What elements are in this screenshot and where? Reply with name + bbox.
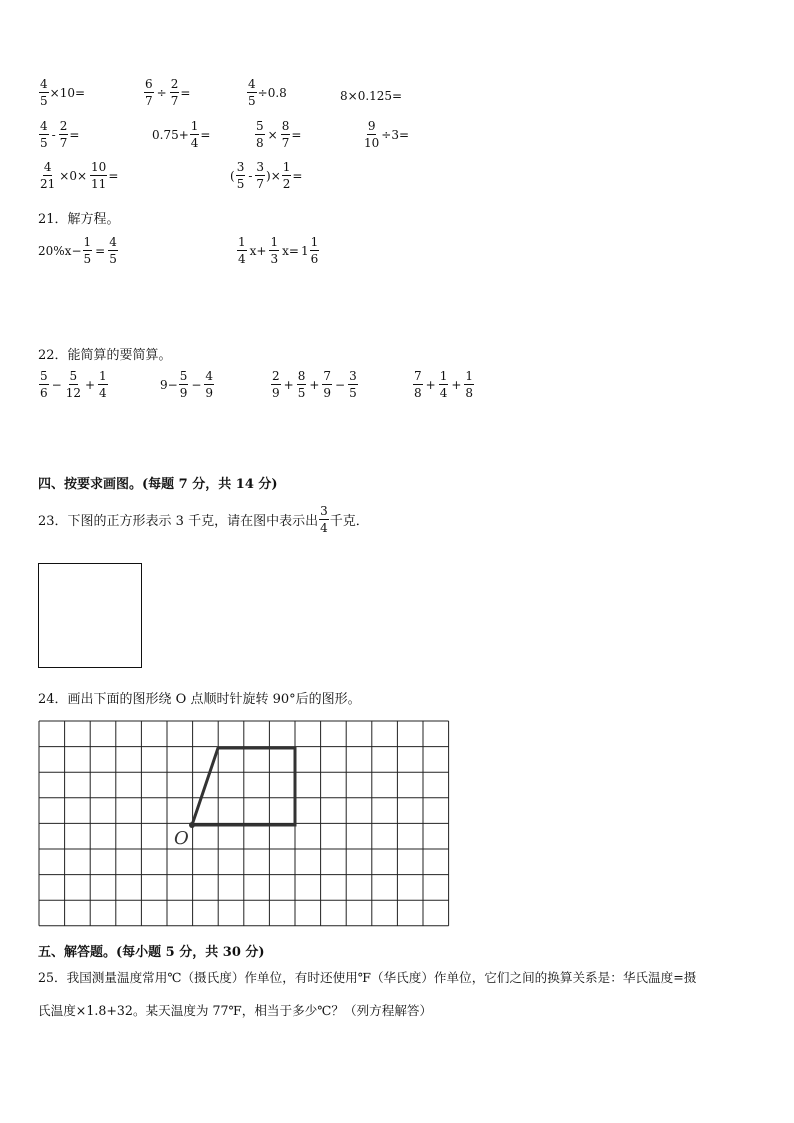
paren-open: ( xyxy=(230,168,235,183)
denominator: 10 xyxy=(364,136,380,150)
fraction xyxy=(170,78,180,107)
numerator: 7 xyxy=(323,369,332,383)
calc-expr-1 xyxy=(38,78,85,107)
calc-expr-10 xyxy=(230,161,302,190)
fraction xyxy=(237,236,247,265)
fraction xyxy=(322,370,332,399)
denominator: 11 xyxy=(91,177,107,191)
denominator: 5 xyxy=(83,252,92,266)
numerator: 1 xyxy=(282,160,291,174)
expr-pre: 9− xyxy=(160,377,178,392)
operator: + xyxy=(84,377,96,392)
expr-tail: ×10= xyxy=(49,85,86,100)
denominator: 7 xyxy=(170,94,179,108)
denominator: 4 xyxy=(99,386,107,400)
fraction xyxy=(271,370,281,399)
operator: ÷ xyxy=(156,85,167,100)
equals: = xyxy=(95,243,106,258)
denominator: 5 xyxy=(349,386,357,400)
numerator: 4 xyxy=(109,235,117,249)
fraction xyxy=(144,78,154,107)
denominator: 5 xyxy=(40,94,48,108)
numerator: 4 xyxy=(205,369,214,383)
denominator: 9 xyxy=(323,386,332,400)
numerator: 1 xyxy=(270,235,279,249)
numerator: 4 xyxy=(43,160,52,174)
calc-expr-7 xyxy=(254,120,301,149)
fraction xyxy=(190,120,200,149)
q22-expr-3 xyxy=(270,370,359,399)
point-o-dot xyxy=(189,822,195,828)
denominator: 12 xyxy=(65,386,81,400)
fraction xyxy=(98,370,108,399)
numerator: 3 xyxy=(256,160,265,174)
numerator: 8 xyxy=(281,119,290,133)
fraction xyxy=(439,370,449,399)
numerator: 2 xyxy=(59,119,68,133)
fraction xyxy=(204,370,214,399)
numerator: 4 xyxy=(40,77,48,91)
fraction xyxy=(413,370,423,399)
fraction xyxy=(282,161,292,190)
q22-title: 22．能简算的要简算。 xyxy=(38,348,172,363)
denominator: 5 xyxy=(297,386,306,400)
point-o-label: O xyxy=(174,828,189,849)
numerator: 1 xyxy=(439,369,448,383)
operator: ×0× xyxy=(59,168,88,183)
calc-expr-3 xyxy=(246,78,287,107)
expr-tail: = xyxy=(108,168,119,183)
expr-text: 8×0.125= xyxy=(340,89,403,103)
numerator: 2 xyxy=(170,77,179,91)
operator: + xyxy=(451,377,462,392)
q21-equation-1 xyxy=(38,236,119,265)
numerator: 2 xyxy=(272,369,280,383)
numerator: 1 xyxy=(99,369,107,383)
fraction xyxy=(255,120,265,149)
numerator: 3 xyxy=(320,504,328,518)
fraction xyxy=(297,370,307,399)
fraction xyxy=(247,78,257,107)
denominator: 2 xyxy=(282,177,291,191)
numerator: 1 xyxy=(190,119,199,133)
q23-square[interactable] xyxy=(38,563,142,668)
denominator: 21 xyxy=(40,177,56,191)
grid-lines xyxy=(39,721,449,926)
q21-equation-2 xyxy=(236,236,320,265)
denominator: 5 xyxy=(236,177,245,191)
fraction xyxy=(108,236,118,265)
calc-expr-4 xyxy=(340,89,402,103)
denominator: 7 xyxy=(256,177,265,191)
denominator: 5 xyxy=(248,94,256,108)
expr-tail: = xyxy=(69,127,80,142)
denominator: 6 xyxy=(40,386,48,400)
calc-expr-6 xyxy=(152,120,210,149)
q24-grid-figure[interactable] xyxy=(38,720,450,932)
operator: − xyxy=(335,377,346,392)
denominator: 8 xyxy=(465,386,474,400)
calc-expr-9 xyxy=(38,161,118,190)
q22-expr-1 xyxy=(38,370,109,399)
operator: + xyxy=(309,377,320,392)
eq-pre: 20%x− xyxy=(38,243,82,258)
denominator: 4 xyxy=(190,136,199,150)
fraction xyxy=(59,120,69,149)
operator: − xyxy=(51,377,62,392)
denominator: 8 xyxy=(256,136,264,150)
fraction xyxy=(310,236,320,265)
denominator: 7 xyxy=(59,136,68,150)
operator: - xyxy=(248,168,253,183)
denominator: 7 xyxy=(145,94,153,108)
q22-expr-4 xyxy=(412,370,475,399)
denominator: 5 xyxy=(40,136,48,150)
q23-prompt xyxy=(38,505,369,534)
expr-tail: ÷0.8 xyxy=(257,85,287,100)
calc-expr-5 xyxy=(38,120,79,149)
whole-number: 1 xyxy=(300,243,309,258)
q23-text-post: 千克． xyxy=(329,514,369,529)
numerator: 7 xyxy=(414,369,422,383)
numerator: 4 xyxy=(248,77,256,91)
denominator: 5 xyxy=(109,252,117,266)
denominator: 4 xyxy=(439,386,448,400)
q24-title: 24．画出下面的图形绕 O 点顺时针旋转 90°后的图形。 xyxy=(38,692,361,707)
fraction xyxy=(319,505,329,534)
denominator: 4 xyxy=(238,252,246,266)
numerator: 5 xyxy=(179,369,188,383)
numerator: 1 xyxy=(465,369,474,383)
fraction xyxy=(464,370,474,399)
numerator: 5 xyxy=(256,119,264,133)
denominator: 3 xyxy=(270,252,279,266)
expr-tail: = xyxy=(292,168,303,183)
fraction xyxy=(236,161,246,190)
denominator: 9 xyxy=(272,386,280,400)
denominator: 9 xyxy=(179,386,188,400)
expr-tail: ÷3= xyxy=(381,127,410,142)
denominator: 6 xyxy=(310,252,319,266)
numerator: 5 xyxy=(40,369,48,383)
numerator: 4 xyxy=(40,119,48,133)
expr-tail: = xyxy=(200,127,211,142)
numerator: 3 xyxy=(236,160,245,174)
q23-text-pre: 23．下图的正方形表示 3 千克，请在图中表示出 xyxy=(38,514,319,529)
fraction xyxy=(39,78,49,107)
numerator: 6 xyxy=(145,77,153,91)
q25-line-1: 25．我国测量温度常用℃（摄氏度）作单位，有时还使用℉（华氏度）作单位，它们之间的换算关系是：华氏温度=摄 xyxy=(38,970,697,985)
numerator: 1 xyxy=(83,235,92,249)
fraction xyxy=(39,370,49,399)
fraction xyxy=(269,236,279,265)
section-5-heading: 五、解答题。(每小题 5 分，共 30 分) xyxy=(38,945,265,960)
numerator: 8 xyxy=(297,369,306,383)
numerator: 1 xyxy=(310,235,319,249)
operator: × xyxy=(267,127,278,142)
fraction xyxy=(65,370,82,399)
fraction xyxy=(255,161,265,190)
equals: x= xyxy=(282,243,299,258)
section-4-heading: 四、按要求画图。(每题 7 分，共 14 分) xyxy=(38,477,278,492)
expr-tail: = xyxy=(180,85,191,100)
numerator: 3 xyxy=(349,369,357,383)
calc-expr-2 xyxy=(143,78,190,107)
denominator: 7 xyxy=(281,136,290,150)
denominator: 9 xyxy=(205,386,214,400)
numerator: 5 xyxy=(69,369,78,383)
numerator: 1 xyxy=(238,235,246,249)
numerator: 9 xyxy=(367,119,376,133)
expr-pre: 0.75+ xyxy=(152,127,189,142)
fraction xyxy=(90,161,107,190)
q22-expr-2 xyxy=(160,370,215,399)
paren-close: )× xyxy=(266,168,281,183)
calc-expr-8 xyxy=(362,120,409,149)
operator: - xyxy=(51,127,56,142)
q25-line-2: 氏温度×1.8+32。某天温度为 77℉，相当于多少℃？（列方程解答） xyxy=(38,1003,433,1018)
numerator: 10 xyxy=(91,160,107,174)
operator: x+ xyxy=(249,243,267,258)
fraction xyxy=(281,120,291,149)
operator: + xyxy=(425,377,436,392)
denominator: 8 xyxy=(414,386,422,400)
denominator: 4 xyxy=(320,521,328,535)
fraction xyxy=(179,370,189,399)
operator: − xyxy=(191,377,202,392)
expr-tail: = xyxy=(291,127,302,142)
fraction xyxy=(83,236,93,265)
operator: + xyxy=(283,377,294,392)
fraction xyxy=(39,120,49,149)
fraction xyxy=(363,120,380,149)
fraction xyxy=(39,161,56,190)
q21-title: 21．解方程。 xyxy=(38,212,120,227)
fraction xyxy=(348,370,358,399)
